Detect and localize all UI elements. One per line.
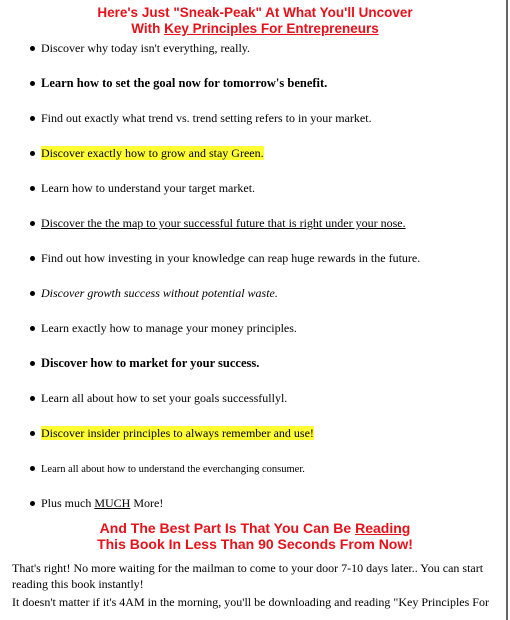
intro-paragraph: That's right! No more waiting for the mailman to come to your door 7-10 days later.. You can start reading this book instantly! xyxy=(12,561,484,591)
headline-bottom-line2: This Book In Less Than 90 Seconds From Now! xyxy=(97,536,413,552)
list-item-text: Discover exactly how to grow and stay Green. xyxy=(41,146,264,160)
list-item xyxy=(30,73,327,93)
bullet-dot-icon xyxy=(30,431,35,436)
list-item-text: Learn how to understand your target market. xyxy=(41,181,256,195)
list-item xyxy=(30,248,420,268)
bullet-dot-icon xyxy=(30,291,35,296)
bullet-dot-icon xyxy=(30,46,35,51)
bullet-dot-icon xyxy=(30,116,35,121)
bullet-dot-icon xyxy=(30,361,35,366)
list-item xyxy=(30,353,259,373)
headline-bottom-line1 xyxy=(0,520,510,536)
bullet-dot-icon xyxy=(30,501,35,506)
list-item-text: Discover insider principles to always remember and use! xyxy=(41,426,314,440)
headline-top-underlined: Key Principles For Entrepreneurs xyxy=(164,21,379,36)
list-item xyxy=(30,143,264,163)
list-item xyxy=(30,283,278,303)
bullet-dot-icon xyxy=(30,396,35,401)
bullet-dot-icon xyxy=(30,256,35,261)
list-item-text: Find out exactly what trend vs. trend setting refers to in your market. xyxy=(41,111,372,125)
list-item-text: Discover why today isn't everything, really. xyxy=(41,41,250,55)
list-item-text: Learn how to set the goal now for tomorrow's benefit. xyxy=(41,76,328,90)
headline-bottom xyxy=(0,520,510,552)
list-item-text: Discover how to market for your success. xyxy=(41,356,260,370)
last-bullet-suffix: More! xyxy=(130,496,164,510)
bullet-dot-icon xyxy=(30,326,35,331)
headline-bottom-underlined: Reading xyxy=(355,520,411,536)
bullet-dot-icon xyxy=(30,221,35,226)
list-item-text: Find out how investing in your knowledge can reap huge rewards in the future. xyxy=(41,251,421,265)
list-item xyxy=(30,458,305,478)
list-item xyxy=(30,213,406,233)
list-item xyxy=(30,493,163,513)
headline-top-prefix: With xyxy=(131,21,165,36)
last-bullet-prefix: Plus much xyxy=(41,496,95,510)
bullet-dot-icon xyxy=(30,466,35,471)
bullet-dot-icon xyxy=(30,81,35,86)
list-item xyxy=(30,388,287,408)
list-item xyxy=(30,38,250,58)
list-item xyxy=(30,108,372,128)
list-item-text: Learn all about how to understand the everchanging consumer. xyxy=(41,464,305,475)
cut-paragraph: It doesn't matter if it's 4AM in the morning, you'll be downloading and reading "Key Principles For xyxy=(12,595,489,609)
list-item-text: Learn all about how to set your goals successfullyl. xyxy=(41,391,288,405)
list-item-text: Discover the the map to your successful future that is right under your nose. xyxy=(41,216,406,230)
headline-top-line1: Here's Just "Sneak-Peak" At What You'll Uncover xyxy=(97,5,413,20)
list-item xyxy=(30,318,297,338)
last-bullet-underlined: MUCH xyxy=(94,496,131,510)
headline-bottom-prefix: And The Best Part Is That You Can Be xyxy=(99,520,356,536)
list-item xyxy=(30,423,314,443)
list-item-text: Learn exactly how to manage your money principles. xyxy=(41,321,297,335)
bullet-dot-icon xyxy=(30,151,35,156)
list-item xyxy=(30,178,255,198)
bullet-dot-icon xyxy=(30,186,35,191)
list-item-text: Discover growth success without potential waste. xyxy=(41,286,278,300)
